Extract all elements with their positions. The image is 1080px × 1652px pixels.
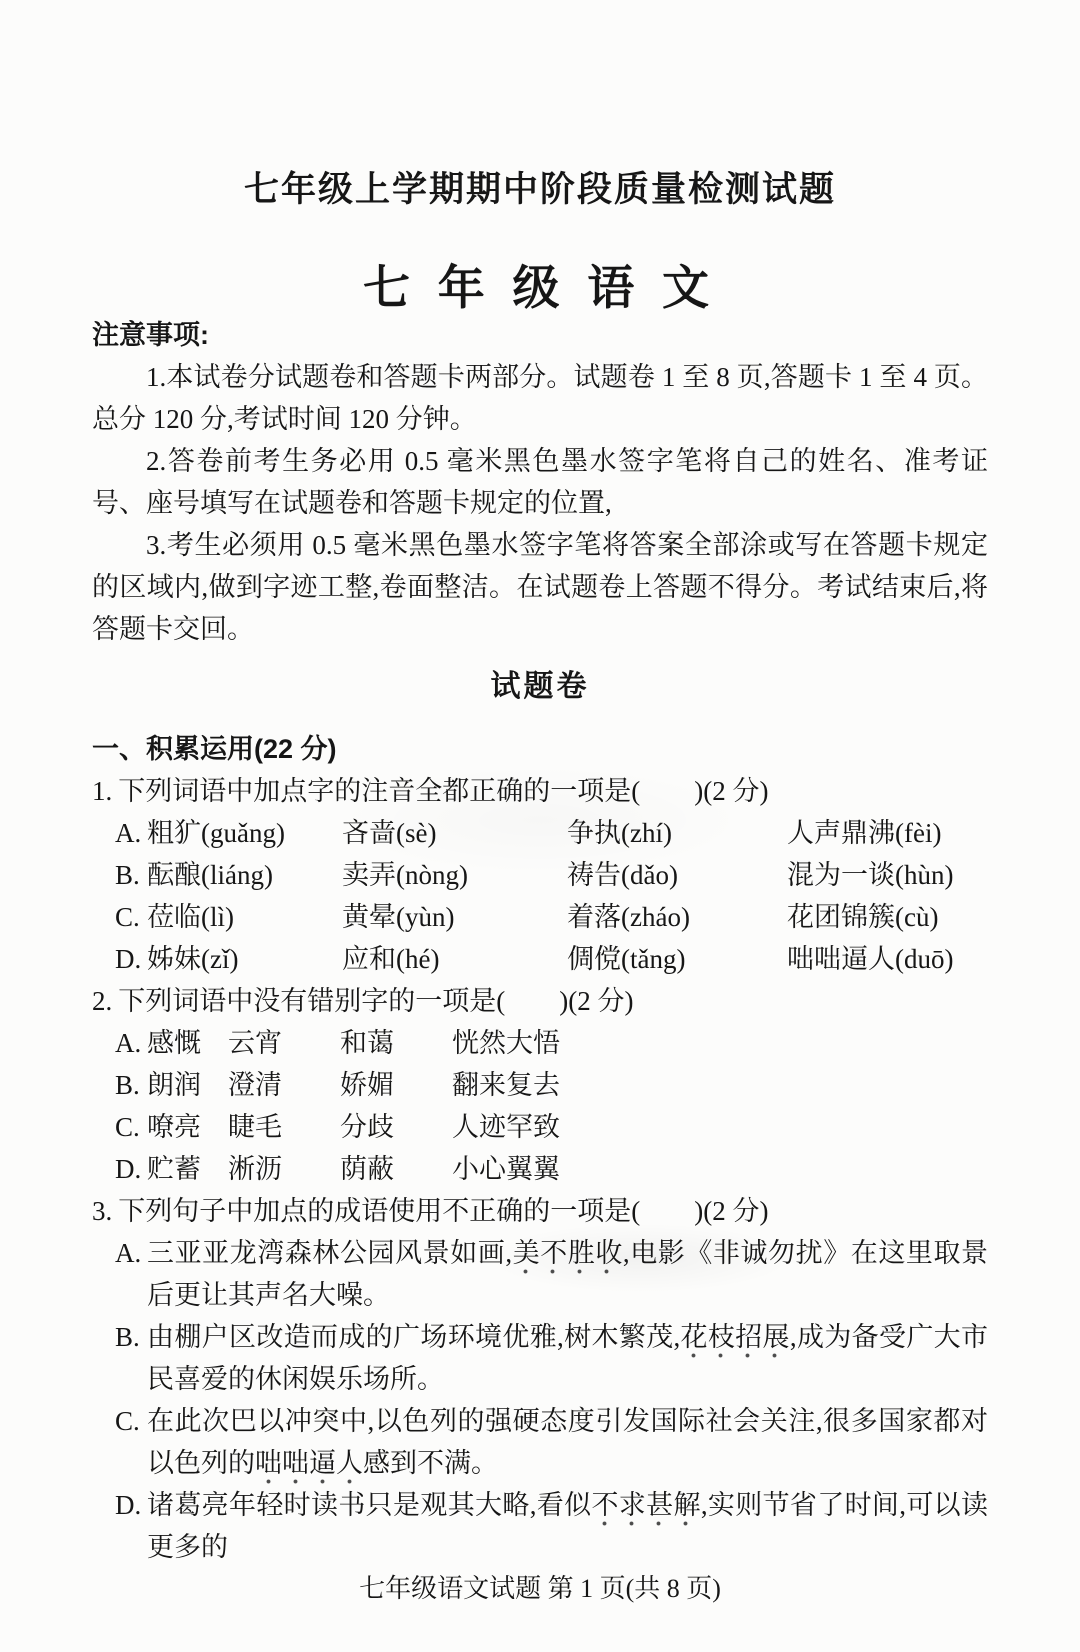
exam-body: [92, 314, 988, 1610]
question-3-option-d: [92, 1484, 988, 1568]
option-sentence-text: ,实则节省了时间,可以读更多的: [147, 1490, 989, 1562]
option-word: 吝啬(sè): [342, 818, 437, 848]
question-2-option-d: [92, 1148, 988, 1190]
option-word: 人声鼎沸(fèi): [787, 818, 942, 848]
question-3-option-b: [92, 1316, 988, 1400]
option-word: 争执(zhí): [567, 818, 672, 848]
option-sentence-text: ,电影《非诚勿扰》在这里取景后更让其声名大噪。: [147, 1238, 989, 1310]
emphasized-idiom: 不求甚解: [591, 1490, 700, 1527]
option-sentence-text: ,成为备受广大市民喜爱的休闲娱乐场所。: [147, 1322, 989, 1394]
question-1-option-b: [92, 854, 988, 896]
option-label: A.: [115, 1028, 142, 1058]
option-label: B.: [115, 1322, 140, 1352]
question-1-text: 下列词语中加点字的注音全都正确的一项是( )(2 分): [118, 776, 769, 806]
notice-item-3: 3.考生必须用 0.5 毫米黑色墨水签字笔将答案全部涂或写在答题卡规定的区域内,做到字迹工整,卷面整洁。在试题卷上答题不得分。考试结束后,将答题卡交回。: [92, 530, 988, 644]
option-sentence-text: 在此次巴以冲突中,以色列的强硬态度引发国际社会关注,很多国家都对以色列的: [147, 1406, 988, 1478]
option-word: 卖弄(nòng): [342, 860, 468, 890]
option-label: C.: [115, 1112, 140, 1142]
option-label: B.: [115, 860, 140, 890]
option-word: 淅沥: [228, 1154, 282, 1184]
question-1-option-d: [92, 938, 988, 980]
option-word: 睫毛: [228, 1112, 282, 1142]
notice-item-1: 1.本试卷分试题卷和答题卡两部分。试题卷 1 至 8 页,答题卡 1 至 4 页。总分 120 分,考试时间 120 分钟。: [92, 362, 988, 434]
emphasized-idiom: 美不胜收: [512, 1238, 623, 1275]
option-word: 云宵: [228, 1028, 282, 1058]
question-1-stem: [92, 770, 988, 812]
question-2-stem: [92, 980, 988, 1022]
option-word: 娇媚: [340, 1070, 394, 1100]
question-2-option-b: [92, 1064, 988, 1106]
option-word: 和蔼: [340, 1028, 394, 1058]
option-word: 荫蔽: [340, 1154, 394, 1184]
option-label: B.: [115, 1070, 140, 1100]
option-word: 感慨: [147, 1028, 201, 1058]
option-word: 贮蓄: [147, 1154, 201, 1184]
option-label: C.: [115, 1406, 140, 1436]
option-word: 嘹亮: [147, 1112, 201, 1142]
question-2-option-c: [92, 1106, 988, 1148]
option-word: 倜傥(tǎng): [567, 944, 686, 974]
option-word: 莅临(lì): [147, 902, 234, 932]
notice-item-2: 2.答卷前考生务必用 0.5 毫米黑色墨水签字笔将自己的姓名、准考证号、座号填写在试题卷和答题卡规定的位置,: [92, 446, 988, 518]
question-2-text: 下列词语中没有错别字的一项是( )(2 分): [118, 986, 634, 1016]
question-3-option-a: [92, 1232, 988, 1316]
option-word: 粗犷(guǎng): [147, 818, 285, 848]
option-word: 恍然大悟: [452, 1028, 560, 1058]
option-word: 咄咄逼人(duō): [787, 944, 954, 974]
option-word: 小心翼翼: [452, 1154, 560, 1184]
option-label: D.: [115, 944, 142, 974]
option-word: 应和(hé): [342, 944, 440, 974]
option-word: 酝酿(liáng): [147, 860, 273, 890]
option-word: 着落(zháo): [567, 902, 690, 932]
option-word: 分歧: [340, 1112, 394, 1142]
option-label: D.: [115, 1490, 142, 1520]
question-3-stem: [92, 1190, 988, 1232]
notice-heading: 注意事项:: [92, 320, 209, 350]
section-1-heading: 一、积累运用(22 分): [92, 734, 337, 764]
question-3-text: 下列句子中加点的成语使用不正确的一项是( )(2 分): [118, 1196, 769, 1226]
option-word: 祷告(dǎo): [567, 860, 678, 890]
question-2-option-a: [92, 1022, 988, 1064]
option-word: 花团锦簇(cù): [787, 902, 939, 932]
footer-page-label: 七年级语文试题 第 1 页(共 8 页): [359, 1574, 721, 1603]
option-sentence-text: 由棚户区改造而成的广场环境优雅,树木繁茂,: [147, 1322, 681, 1352]
option-word: 人迹罕致: [452, 1112, 560, 1142]
option-word: 翻来复去: [452, 1070, 560, 1100]
option-label: A.: [115, 1238, 142, 1268]
option-label: A.: [115, 818, 142, 848]
option-label: C.: [115, 902, 140, 932]
emphasized-idiom: 咄咄逼人: [255, 1448, 363, 1485]
option-word: 姊妹(zǐ): [147, 944, 239, 974]
exam-main-title: 七 年 级 语 文: [363, 263, 717, 315]
option-word: 朗润: [147, 1070, 201, 1100]
option-sentence-text: 三亚亚龙湾森林公园风景如画,: [147, 1238, 513, 1268]
option-sentence-text: 诸葛亮年轻时读书只是观其大略,看似: [147, 1490, 592, 1520]
question-1-option-a: [92, 812, 988, 854]
option-word: 混为一谈(hùn): [787, 860, 954, 890]
emphasized-idiom: 花枝招展: [680, 1322, 790, 1359]
option-sentence-text: 感到不满。: [363, 1448, 498, 1478]
question-3-option-c: [92, 1400, 988, 1484]
question-2-number: 2.: [92, 986, 113, 1016]
option-word: 澄清: [228, 1070, 282, 1100]
option-word: 黄晕(yùn): [342, 902, 455, 932]
question-1-number: 1.: [92, 776, 113, 806]
exam-header-title: 七年级上学期期中阶段质量检测试题: [243, 170, 836, 209]
paper-section-title: 试题卷: [490, 670, 590, 703]
question-1-option-c: [92, 896, 988, 938]
question-3-number: 3.: [92, 1196, 113, 1226]
option-label: D.: [115, 1154, 142, 1184]
